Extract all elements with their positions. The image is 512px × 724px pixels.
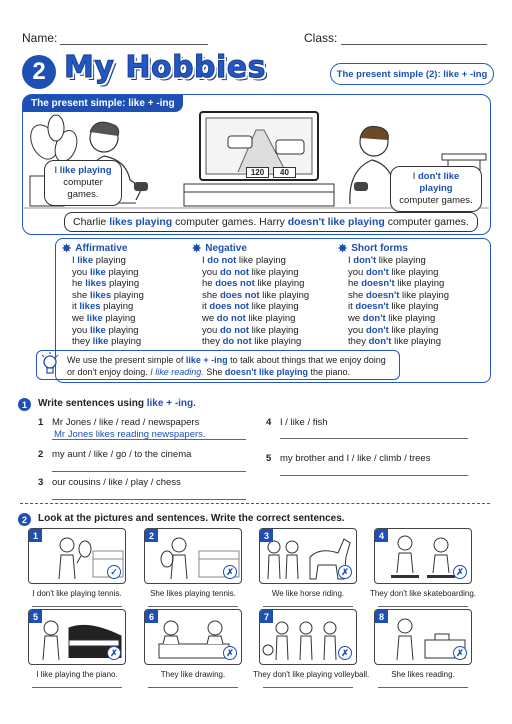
cross-icon: ✗ [453,565,467,579]
grammar-tab: The present simple: like + -ing [23,95,183,112]
question-number: 4 [266,417,272,428]
picture-card [259,528,357,584]
table-row: we like playing [72,312,136,324]
answer-line[interactable] [32,606,122,607]
table-row: it does not like playing [202,301,299,313]
table-row: it doesn't like playing [348,301,439,313]
short-forms-column [338,242,478,348]
table-row: you do not like playing [202,324,299,336]
picture-card [144,528,242,584]
question-number: 1 [38,417,44,428]
card-number: 4 [375,529,388,542]
answer-line[interactable] [263,687,353,688]
lightbulb-icon [40,352,60,378]
answer-line[interactable] [52,499,246,500]
card-caption: I don't like playing tennis. [32,589,122,598]
card-caption: She likes playing tennis. [150,589,236,598]
star-icon: ✸ [62,243,72,255]
question-prompt: my brother and I / like / climb / trees [280,453,431,464]
answer-line[interactable] [32,687,122,688]
grammar-caption: Charlie likes playing computer games. Harry doesn't like playing computer games. [64,212,478,232]
negative-heading: Negative [205,243,247,254]
table-row: she does not like playing [202,289,310,301]
section-divider [20,503,490,504]
answer-line[interactable] [280,475,468,476]
picture-card [144,609,242,665]
cross-icon: ✗ [107,646,121,660]
table-row: they like playing [72,336,142,348]
answer-text: Mr Jones likes reading newspapers. [54,429,206,440]
speech-bubble-left: I like playing computer games. [44,160,122,206]
table-row: he doesn't like playing [348,278,445,290]
answer-line[interactable] [148,687,238,688]
card-number: 3 [260,529,273,542]
card-caption: I like playing the piano. [36,670,118,679]
picture-card [28,609,126,665]
topic-pill: The present simple (2): like + -ing [330,63,494,85]
cross-icon: ✗ [223,565,237,579]
card-number: 1 [29,529,42,542]
table-row: it likes playing [72,301,134,313]
question-number: 5 [266,453,272,464]
card-number: 7 [260,610,273,623]
class-label: Class: [304,31,338,45]
card-caption: They don't like playing volleyball. [253,670,370,679]
cross-icon: ✗ [338,646,352,660]
page-title: My Hobbies [64,50,267,85]
name-label: Name: [22,31,58,45]
table-row: you do not like playing [202,266,299,278]
cross-icon: ✗ [223,646,237,660]
table-row: I don't like playing [348,255,426,266]
affirmative-column [62,242,182,348]
picture-card [28,528,126,584]
card-number: 6 [145,610,158,623]
table-row: you like playing [72,324,139,336]
table-row: she likes playing [72,289,144,301]
card-caption: She likes reading. [391,670,455,679]
exercise-1-title: Write sentences using like + -ing. [38,398,196,409]
table-row: you don't like playing [348,266,439,278]
card-caption: We like horse riding. [271,589,345,598]
exercise-2-title: Look at the pictures and sentences. Write the correct sentences. [38,513,345,524]
table-row: she doesn't like playing [348,289,450,301]
short-forms-heading: Short forms [351,243,408,254]
table-row: you like playing [72,266,139,278]
card-number: 2 [145,529,158,542]
score-left: 120 [246,167,269,178]
table-row: you don't like playing [348,324,439,336]
question-prompt: our cousins / like / play / chess [52,477,181,488]
affirmative-heading: Affirmative [75,243,128,254]
card-caption: They don't like skateboarding. [369,589,477,598]
table-row: I do not like playing [202,255,286,266]
usage-tip: We use the present simple of like + -ing to talk about things that we enjoy doing or don't enjoy doing. I like reading. She doesn't like playing the piano. [36,350,400,380]
table-row: they don't like playing [348,336,442,348]
question-prompt: my aunt / like / go / to the cinema [52,449,192,460]
picture-card [374,528,472,584]
card-number: 5 [29,610,42,623]
answer-line[interactable] [378,606,468,607]
question-prompt: I / like / fish [280,417,328,428]
answer-line[interactable] [280,438,468,439]
question-number: 3 [38,477,44,488]
answer-line[interactable] [52,471,246,472]
question-prompt: Mr Jones / like / read / newspapers [52,417,200,428]
tv-icon [184,112,334,206]
table-row: he does not like playing [202,278,305,290]
star-icon: ✸ [338,243,348,255]
card-number: 8 [375,610,388,623]
exercise-2-badge: 2 [18,513,31,526]
table-row: we do not like playing [202,312,296,324]
exercise-1-badge: 1 [18,398,31,411]
card-caption: They like drawing. [160,670,226,679]
picture-card [259,609,357,665]
speech-bubble-right: I don't like playing computer games. [390,166,482,212]
scoreboard [246,167,296,178]
name-field[interactable] [60,44,208,45]
table-row: they do not like playing [202,336,302,348]
question-number: 2 [38,449,44,460]
answer-line[interactable] [148,606,238,607]
picture-card [374,609,472,665]
check-icon: ✓ [107,565,121,579]
class-field[interactable] [341,44,487,45]
star-icon: ✸ [192,243,202,255]
unit-number-badge: 2 [22,55,56,89]
answer-line[interactable] [263,606,353,607]
table-row: we don't like playing [348,312,436,324]
answer-line[interactable] [378,687,468,688]
score-right: 40 [273,167,296,178]
table-row: he likes playing [72,278,140,290]
negative-column [192,242,332,348]
cross-icon: ✗ [338,565,352,579]
cross-icon: ✗ [453,646,467,660]
table-row: I like playing [72,255,126,266]
